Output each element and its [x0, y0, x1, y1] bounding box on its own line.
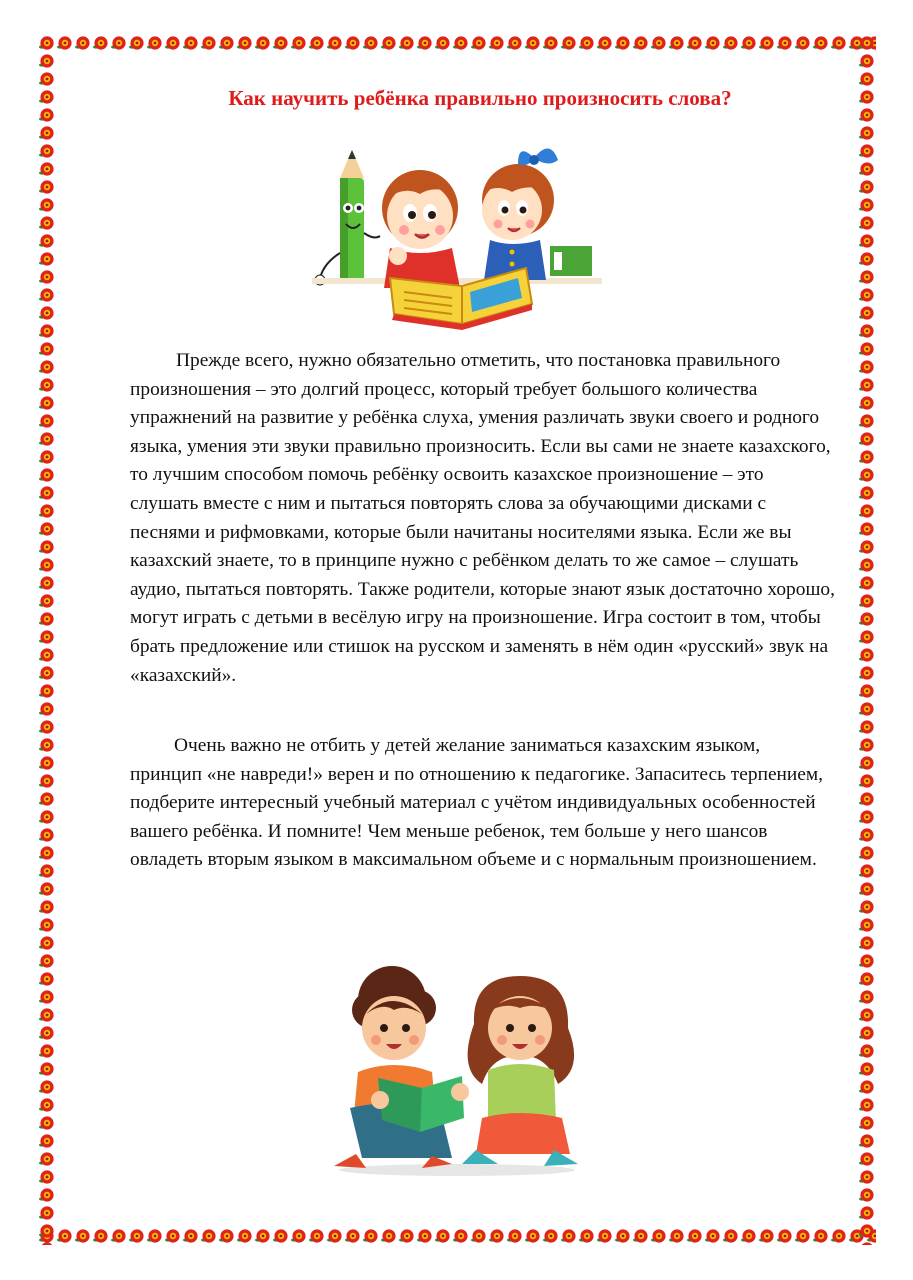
paragraph-2: Очень важно не отбить у детей желание заниматься казахским языком, принцип «не навреди!» верен и по отношению к педагогике. Запаситесь терпением, подберите интересный учебный материал с учётом индивидуальных особенностей вашего ребёнка. И помните! Чем меньше ребенок, тем больше у него шансов овладеть вторым языком в максимальном объеме и с нормальным произношением. — [130, 735, 824, 871]
flower-border-left — [38, 34, 56, 1245]
paragraph-1: Прежде всего, нужно обязательно отметить, что постановка правильного произношения – это долгий процесс, который требует большого количества упражнений на развитие у ребёнка слуха, умения различать звуки своего и родного языка, умения эти звуки правильно произносить. Если вы сами не знаете казахского, то лучшим способом помочь ребёнку освоить казахское произношение – это слушать вместе с ним и пытаться повторять слова за обучающими дисками с песнями и рифмовками, которые были начитаны носителями языка. Если же вы казахский знаете, то в принципе нужно с ребёнком делать то же самое – слушать аудио, пытаться повторять. Также родители, которые знают язык достаточно хорошо, могут играть с детьми в весёлую игру на произношение. Игра состоит в том, чтобы брать предложение или стишок на русском и заменять в нём один «русский» звук на «казахский». — [130, 350, 835, 686]
boy-girl-reading-illustration — [322, 958, 592, 1180]
flower-border-bottom — [38, 1227, 876, 1245]
flower-border-right — [858, 34, 876, 1245]
kids-reading-illustration — [312, 128, 602, 333]
document-title: Как научить ребёнка правильно произносить слова? — [228, 86, 732, 110]
flower-border-top — [38, 34, 876, 52]
